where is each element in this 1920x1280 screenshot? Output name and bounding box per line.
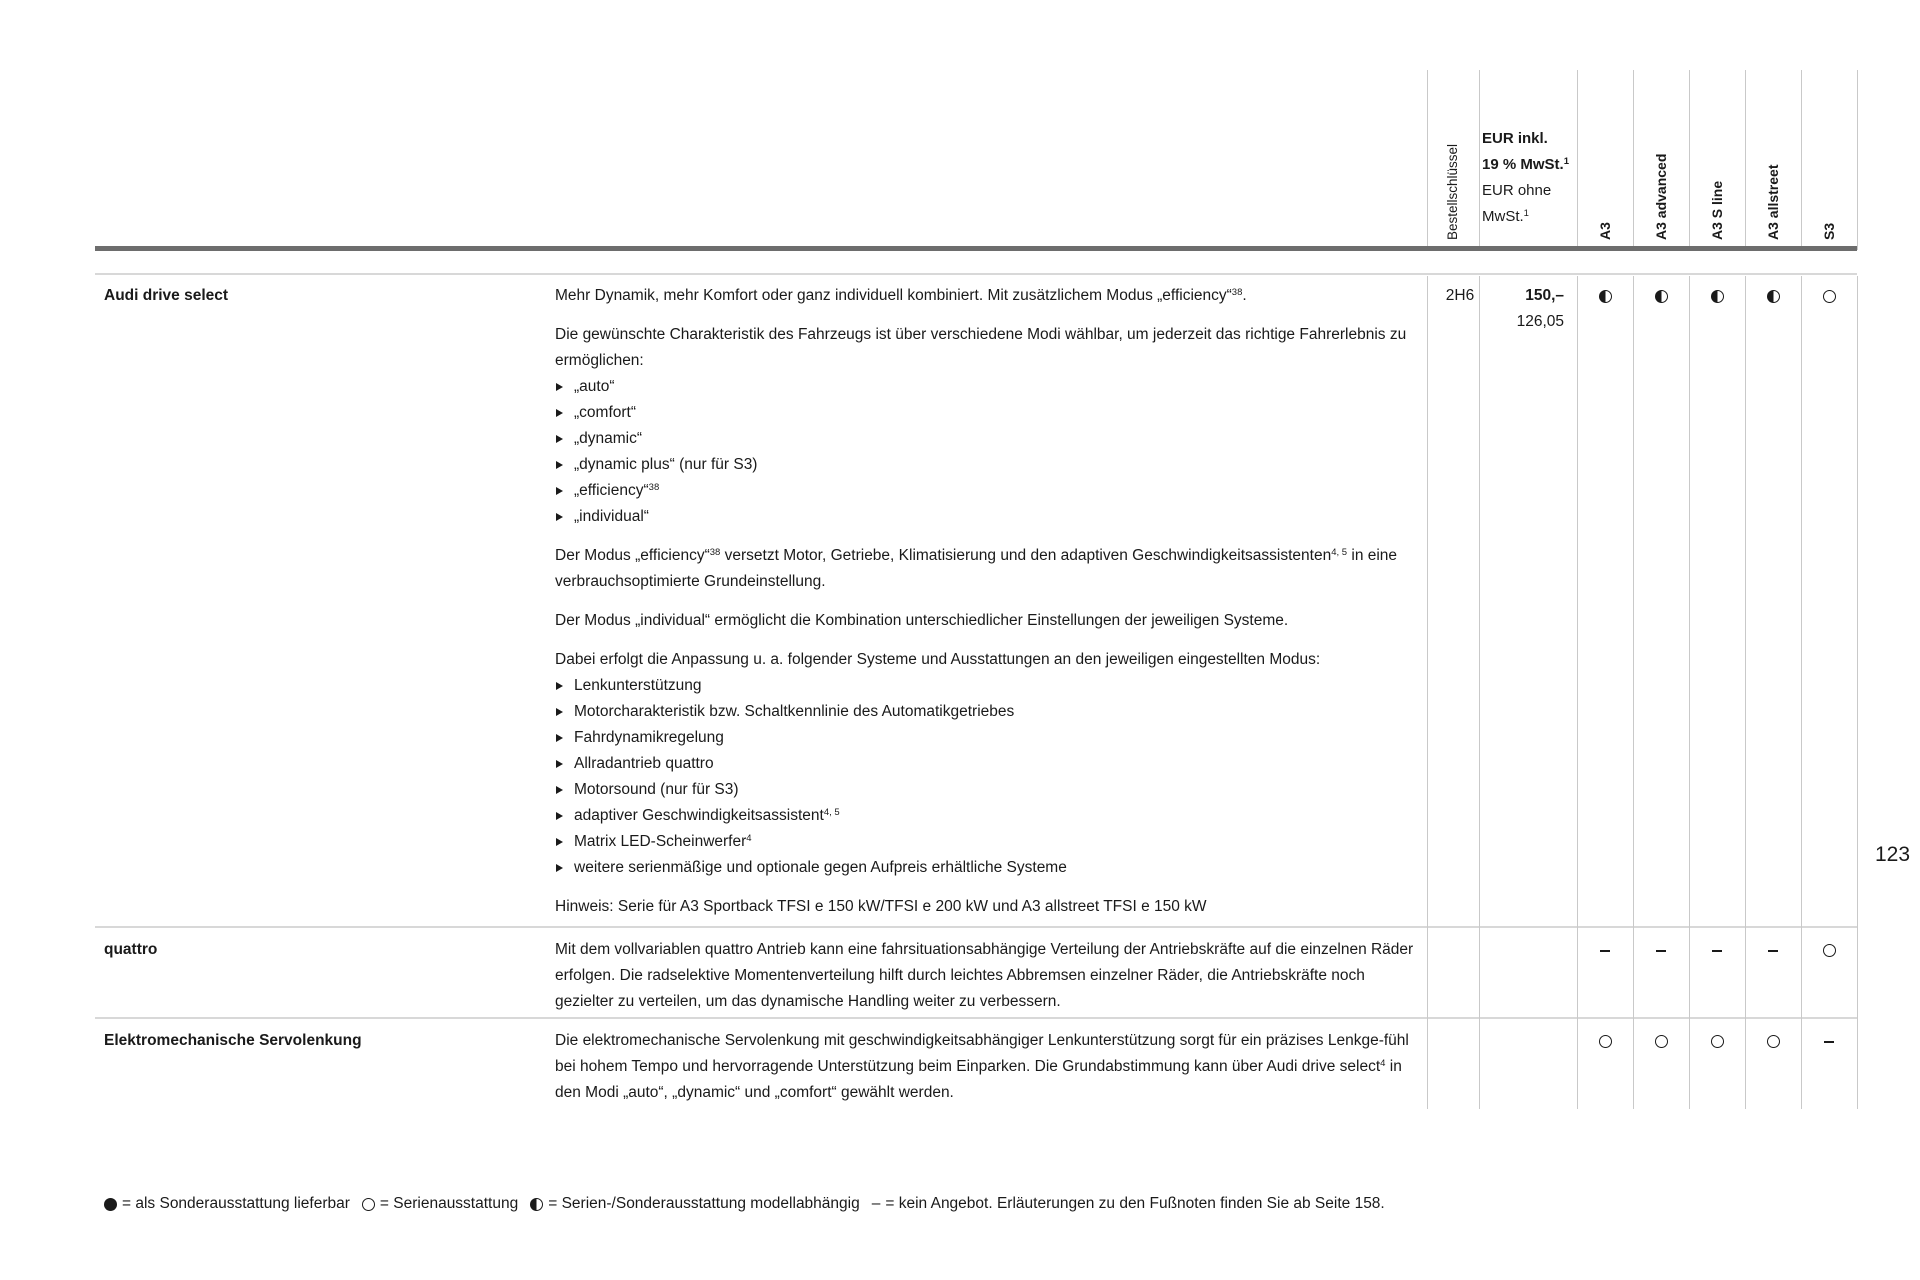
legend-text: = Serien-/Sonderausstattung modellabhängig — [548, 1195, 860, 1212]
list-item: Lenkunterstützung — [555, 673, 1415, 699]
row-divider — [95, 273, 1857, 275]
open-circle-icon — [1823, 290, 1836, 303]
row-description — [555, 937, 1415, 1028]
header-model-a3-advanced: A3 advanced — [1653, 153, 1669, 240]
header-price-incl-line1: EUR inkl. — [1482, 130, 1548, 147]
header-price-excl-line1: EUR ohne — [1482, 182, 1552, 199]
half-circle-icon — [1599, 290, 1612, 303]
price — [1482, 283, 1564, 335]
mode-list — [555, 374, 1415, 530]
footnote-ref: 1 — [1523, 208, 1529, 219]
list-item: „individual“ — [555, 504, 1415, 530]
column-separator — [1801, 70, 1802, 250]
column-separator — [1633, 276, 1634, 1109]
dash-icon — [1712, 950, 1722, 952]
list-item — [555, 829, 1415, 855]
dash-icon — [1656, 950, 1666, 952]
column-separator — [1689, 70, 1690, 250]
text: „efficiency“ — [574, 482, 649, 499]
header-model-a3: A3 — [1597, 222, 1613, 240]
header-rule — [95, 246, 1857, 251]
text: Matrix LED-Scheinwerfer — [574, 833, 747, 850]
list-item: Allradantrieb quattro — [555, 751, 1415, 777]
footnote-ref: 4, 5 — [1331, 547, 1348, 558]
note: Hinweis: Serie für A3 Sportback TFSI e 150 kW/TFSI e 200 kW und A3 allstreet TFSI e 150 kW — [555, 898, 1207, 915]
row-description — [555, 1028, 1415, 1119]
list-item: „auto“ — [555, 374, 1415, 400]
paragraph: Mit dem vollvariablen quattro Antrieb kann eine fahrsituationsabhängige Verteilung der Antriebskräfte auf die einzelnen Räder erfolgen. Die radselektive Momentenverteilung hilft durch leichtes Abbremsen einzelner Räder, die Antriebskräfte noch gezielter zu verteilen, um das dynamische Handling weiter zu verbessern. — [555, 941, 1414, 1010]
order-code: 2H6 — [1445, 287, 1475, 304]
column-separator — [1577, 70, 1578, 250]
legend — [104, 1195, 1397, 1213]
legend-item-standard — [362, 1195, 518, 1213]
text: Mehr Dynamik, mehr Komfort oder ganz individuell kombiniert. Mit zusätzlichem Modus „efficiency“ — [555, 287, 1232, 304]
open-circle-icon — [1823, 944, 1836, 957]
header-order-code: Bestellschlüssel — [1445, 143, 1460, 240]
system-list — [555, 673, 1415, 881]
price-excl-vat: 126,05 — [1516, 313, 1564, 330]
list-item: Motorsound (nur für S3) — [555, 777, 1415, 803]
paragraph: Dabei erfolgt die Anpassung u. a. folgender Systeme und Ausstattungen an den jeweiligen eingestellten Modus: — [555, 651, 1321, 668]
legend-text: = Serienausstattung — [379, 1195, 519, 1212]
column-separator — [1857, 70, 1858, 250]
column-separator — [1801, 276, 1802, 1109]
row-description — [555, 283, 1415, 933]
column-separator — [1689, 276, 1690, 1109]
legend-text: = kein Angebot. Erläuterungen zu den Fußnoten finden Sie ab Seite 158. — [885, 1195, 1385, 1212]
price-incl-vat: 150,– — [1525, 287, 1564, 304]
legend-item-model-dependent — [530, 1195, 860, 1213]
column-separator — [1745, 276, 1746, 1109]
list-item: weitere serienmäßige und optionale gegen Aufpreis erhältliche Systeme — [555, 855, 1415, 881]
text: adaptiver Geschwindigkeitsassistent — [574, 807, 824, 824]
column-separator — [1577, 276, 1578, 1109]
text: in eine verbrauchsoptimierte Grundeinstellung. — [555, 547, 1398, 590]
paragraph: Die gewünschte Charakteristik des Fahrzeugs ist über verschiedene Modi wählbar, um jederzeit das richtige Fahrerlebnis zu ermöglichen: — [555, 326, 1407, 369]
text: Der Modus „efficiency“ — [555, 547, 710, 564]
text: . — [1242, 287, 1247, 304]
half-circle-icon — [1655, 290, 1668, 303]
header-model-a3-allstreet: A3 allstreet — [1765, 164, 1781, 240]
footnote-ref: 4 — [746, 833, 752, 844]
list-item — [555, 478, 1415, 504]
footnote-ref: 38 — [648, 482, 660, 493]
row-label: Audi drive select — [104, 287, 229, 304]
legend-text: = als Sonderausstattung lieferbar — [122, 1195, 350, 1212]
column-separator — [1633, 70, 1634, 250]
list-item: „comfort“ — [555, 400, 1415, 426]
paragraph: Der Modus „individual“ ermöglicht die Kombination unterschiedlicher Einstellungen der jeweiligen Systeme. — [555, 612, 1289, 629]
list-item: „dynamic“ — [555, 426, 1415, 452]
header-price-excl-line2: MwSt. — [1482, 208, 1524, 225]
column-separator — [1479, 276, 1480, 1109]
footnote-ref: 4 — [1380, 1058, 1386, 1069]
open-circle-icon — [1599, 1035, 1612, 1048]
column-separator — [1857, 276, 1858, 1109]
column-separator — [1745, 70, 1746, 250]
header-model-s3: S3 — [1821, 222, 1837, 240]
legend-item-not-offered — [872, 1195, 1385, 1213]
footnote-ref: 38 — [709, 547, 721, 558]
header-price — [1482, 126, 1569, 230]
paragraph — [555, 1028, 1415, 1106]
header-price-incl-line2: 19 % MwSt. — [1482, 156, 1564, 173]
page-number: 123 — [1875, 843, 1911, 866]
dash-icon — [1768, 950, 1778, 952]
dash-icon — [1600, 950, 1610, 952]
filled-circle-icon — [104, 1198, 117, 1211]
open-circle-icon — [1711, 1035, 1724, 1048]
list-item: Fahrdynamikregelung — [555, 725, 1415, 751]
column-separator — [1427, 70, 1428, 250]
open-circle-icon — [362, 1198, 375, 1211]
row-label: Elektromechanische Servolenkung — [104, 1032, 362, 1049]
half-circle-icon — [1711, 290, 1724, 303]
text: Die elektromechanische Servolenkung mit geschwindigkeitsabhängiger Lenkunterstützung sorgt für ein präzises Lenkge-fühl bei hohem Tempo und hervorragende Unterstützung beim Einparken. Die Grundabstimmung kann über Audi drive select — [555, 1032, 1409, 1075]
row-label: quattro — [104, 941, 158, 958]
list-item: Motorcharakteristik bzw. Schaltkennlinie des Automatikgetriebes — [555, 699, 1415, 725]
text: in den Modi „auto“, „dynamic“ und „comfort“ gewählt werden. — [555, 1058, 1402, 1101]
footnote-ref: 4, 5 — [823, 807, 840, 818]
column-separator — [1427, 276, 1428, 1109]
half-circle-icon — [1767, 290, 1780, 303]
open-circle-icon — [1655, 1035, 1668, 1048]
list-item — [555, 803, 1415, 829]
paragraph — [555, 543, 1415, 595]
dash-icon — [1824, 1041, 1834, 1043]
dash-symbol: – — [871, 1195, 881, 1212]
header-model-a3-s-line: A3 S line — [1709, 180, 1725, 240]
list-item: „dynamic plus“ (nur für S3) — [555, 452, 1415, 478]
text: versetzt Motor, Getriebe, Klimatisierung und den adaptiven Geschwindigkeitsassistenten — [720, 547, 1332, 564]
half-circle-icon — [530, 1198, 543, 1211]
legend-item-optional — [104, 1195, 350, 1213]
footnote-ref: 38 — [1231, 287, 1243, 298]
column-separator — [1479, 70, 1480, 250]
footnote-ref: 1 — [1563, 156, 1569, 167]
open-circle-icon — [1767, 1035, 1780, 1048]
